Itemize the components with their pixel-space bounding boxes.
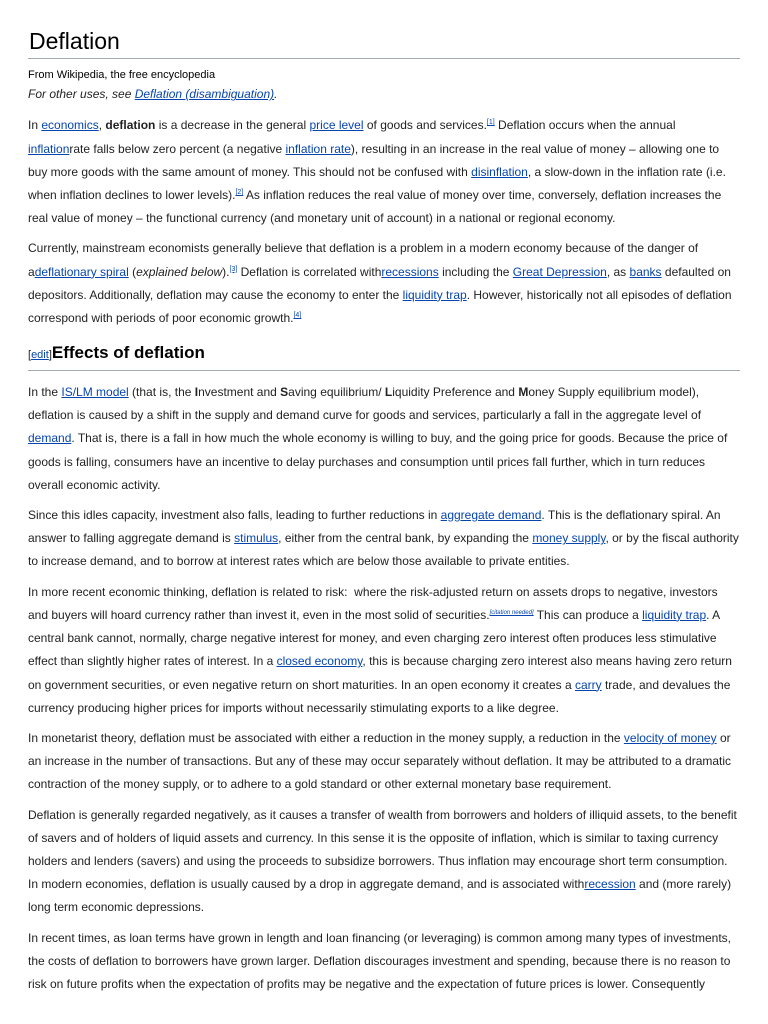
link-liquidity-trap-2[interactable]: liquidity trap [642, 607, 707, 622]
site-subtitle: From Wikipedia, the free encyclopedia [28, 69, 216, 82]
link-stimulus[interactable]: stimulus [234, 531, 279, 546]
link-deflationary-spiral[interactable]: deflationary spiral [34, 264, 129, 279]
edit-section: [edit] [28, 349, 52, 362]
paragraph-idles-capacity: Since this idles capacity, investment also falls, leading to further reductions in aggregate demand. This is the deflationary spiral. An answer to falling aggregate demand is stimulus, either from the central bank, by expanding the money supply, or by the fiscal authority to increase demand, and to borrow at interest rates which are below those available to private entities. [28, 508, 739, 569]
link-banks[interactable]: banks [629, 264, 662, 279]
link-great-depression[interactable]: Great Depression [512, 264, 607, 279]
hatnote [28, 87, 740, 101]
citation-3[interactable]: [3] [229, 265, 238, 273]
link-velocity-of-money[interactable]: velocity of money [623, 730, 717, 745]
link-recessions[interactable]: recessions [381, 264, 439, 279]
link-money-supply[interactable]: money supply [532, 531, 606, 546]
paragraph-recent-times: In recent times, as loan terms have grown in length and loan financing (or leveraging) is common among many types of investments, the costs of deflation to borrowers have grown larger. Deflation discourages investment and spending, because there is no reason to risk on future profits when the expectation of profits may be negative and the expectation of future prices is lower. Consequently [28, 930, 732, 991]
link-islm-model[interactable]: IS/LM model [61, 385, 129, 400]
link-aggregate-demand[interactable]: aggregate demand [440, 508, 542, 523]
citation-2[interactable]: [2] [235, 189, 244, 197]
disambiguation-link[interactable]: Deflation (disambiguation) [134, 87, 275, 102]
link-closed-economy[interactable]: closed economy [276, 654, 363, 669]
link-price-level[interactable]: price level [309, 118, 364, 133]
paragraph-monetarist: In monetarist theory, deflation must be associated with either a reduction in the money supply, a reduction in the velocity of money or an increase in the number of transactions. But any of these may occur separately without deflation. It may be attributed to a dramatic contraction of the money supply, or to adhere to a gold standard or other external monetary base requirement. [28, 730, 732, 792]
link-carry[interactable]: carry [574, 677, 602, 692]
edit-link[interactable]: edit [31, 349, 49, 362]
section-title: Effects of deflation [51, 343, 205, 363]
paragraph-intro: In economics, deflation is a decrease in the general price level of goods and services.[1] Deflation occurs when the annual inflationrate falls below zero percent (a negative inflation rate), resulting in an increase in the real value of money – allowing one to buy more goods with the same amount of money. This should not be confused with disinflation, a slow-down in the inflation rate (i.e. when inflation declines to lower levels).[2] As inflation reduces the real value of money over time, conversely, deflation increases the real value of money – the functional currency (and monetary unit of account) in a national or regional economy. [28, 118, 726, 226]
hatnote-suffix: . [274, 87, 278, 102]
hatnote-text: For other uses, see [28, 87, 135, 102]
citation-1[interactable]: [1] [486, 119, 495, 127]
link-disinflation[interactable]: disinflation [471, 164, 528, 179]
link-liquidity-trap[interactable]: liquidity trap [402, 287, 467, 302]
citation-4[interactable]: [4] [293, 312, 302, 320]
link-demand[interactable]: demand [28, 431, 72, 446]
paragraph-islm: In the IS/LM model (that is, the Investment and Saving equilibrium/ Liquidity Preference and Money Supply equilibrium model), deflation is caused by a shift in the supply and demand curve for goods and services, particularly a fall in the aggregate level of demand. That is, there is a fall in how much the whole economy is willing to buy, and the going price for goods. Because the price of goods is falling, consumers have an incentive to delay purchases and consumption until prices fall further, which in turn reduces overall economic activity. [28, 385, 728, 492]
paragraph-negative: Deflation is generally regarded negatively, as it causes a transfer of wealth from borrowers and holders of illiquid assets, to the benefit of savers and of holders of liquid assets and currency. In this sense it is the opposite of inflation, which is similar to taxing currency holders and lenders (savers) and using the proceeds to subsidize borrowers. Thus inflation may encourage short term consumption. In modern economies, deflation is usually caused by a drop in aggregate demand, and is associated withrecession and (more rarely) long term economic depressions. [28, 807, 737, 915]
page-title: Deflation [28, 28, 740, 59]
link-inflation[interactable]: inflation [28, 141, 70, 156]
citation-needed[interactable]: [citation needed] [489, 609, 534, 616]
link-recession[interactable]: recession [584, 877, 636, 892]
section-heading-effects [28, 337, 740, 371]
paragraph-risk: In more recent economic thinking, deflation is related to risk: where the risk-adjusted return on assets drops to negative, investors and buyers will hoard currency rather than invest it, even in the most solid of securities.[citation needed] This can produce a liquidity trap. A central bank cannot, normally, charge negative interest for money, and even charging zero interest often produces less stimulative effect than slightly higher rates of interest. In a closed economy, this is because charging zero interest also means having zero return on government securities, or even negative return on short maturities. In an open economy it creates a carry trade, and devalues the currency producing higher prices for imports without necessarily stimulating exports to a like degree. [28, 584, 732, 715]
link-economics[interactable]: economics [41, 118, 99, 133]
link-inflation-rate[interactable]: inflation rate [285, 141, 351, 156]
paragraph-mainstream: Currently, mainstream economists generally believe that deflation is a problem in a modern economy because of the danger of adeflationary spiral (explained below).[3] Deflation is correlated withrecessions including the Great Depression, as banks defaulted on depositors. Additionally, deflation may cause the economy to enter the liquidity trap. However, historically not all episodes of deflation correspond with periods of poor economic growth.[4] [28, 241, 732, 326]
